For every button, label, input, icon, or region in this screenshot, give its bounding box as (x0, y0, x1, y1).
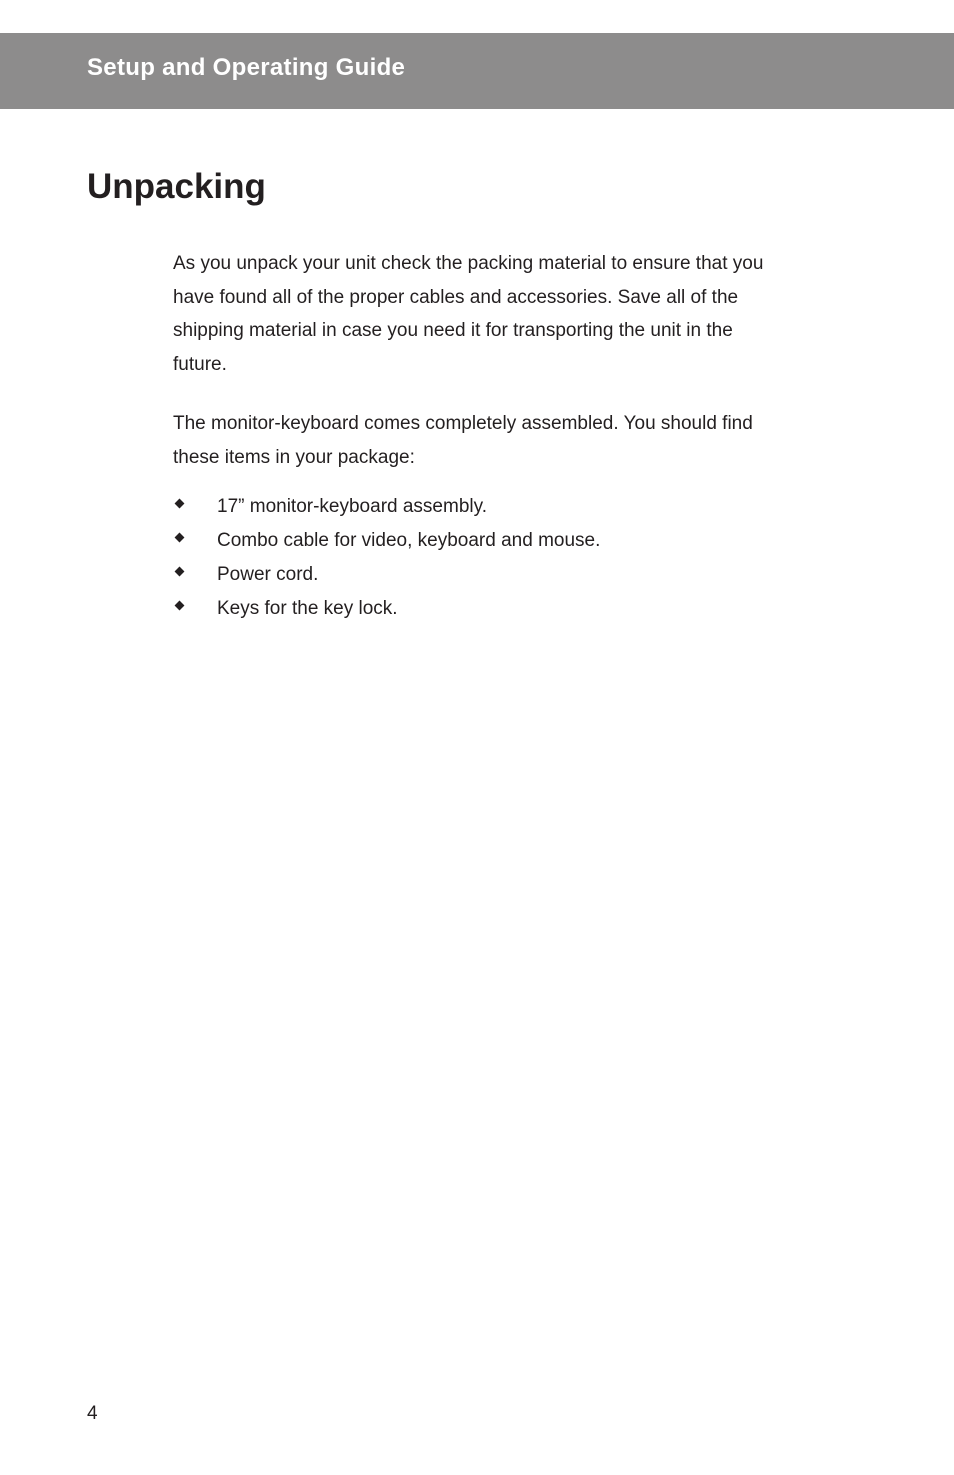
page-number: 4 (87, 1403, 98, 1424)
list-item-text: Power cord. (217, 564, 319, 585)
package-items-list (173, 490, 773, 626)
list-item (173, 524, 773, 558)
list-item-text: Keys for the key lock. (217, 598, 398, 619)
diamond-bullet-icon (175, 601, 185, 611)
list-item (173, 592, 773, 626)
diamond-bullet-icon (175, 499, 185, 509)
intro-paragraph: As you unpack your unit check the packing material to ensure that you have found all of the proper cables and accessories. Save all of the shipping material in case you need it for transporting the unit in the future. (173, 253, 764, 375)
list-item (173, 490, 773, 524)
list-item-text: 17” monitor-keyboard assembly. (217, 496, 487, 517)
list-item (173, 558, 773, 592)
header-title: Setup and Operating Guide (87, 54, 406, 81)
page-title: Unpacking (87, 167, 266, 206)
section-content (173, 247, 773, 626)
package-paragraph: The monitor-keyboard comes completely assembled. You should find these items in your package: (173, 413, 753, 468)
diamond-bullet-icon (175, 533, 185, 543)
diamond-bullet-icon (175, 567, 185, 577)
list-item-text: Combo cable for video, keyboard and mouse. (217, 530, 601, 551)
